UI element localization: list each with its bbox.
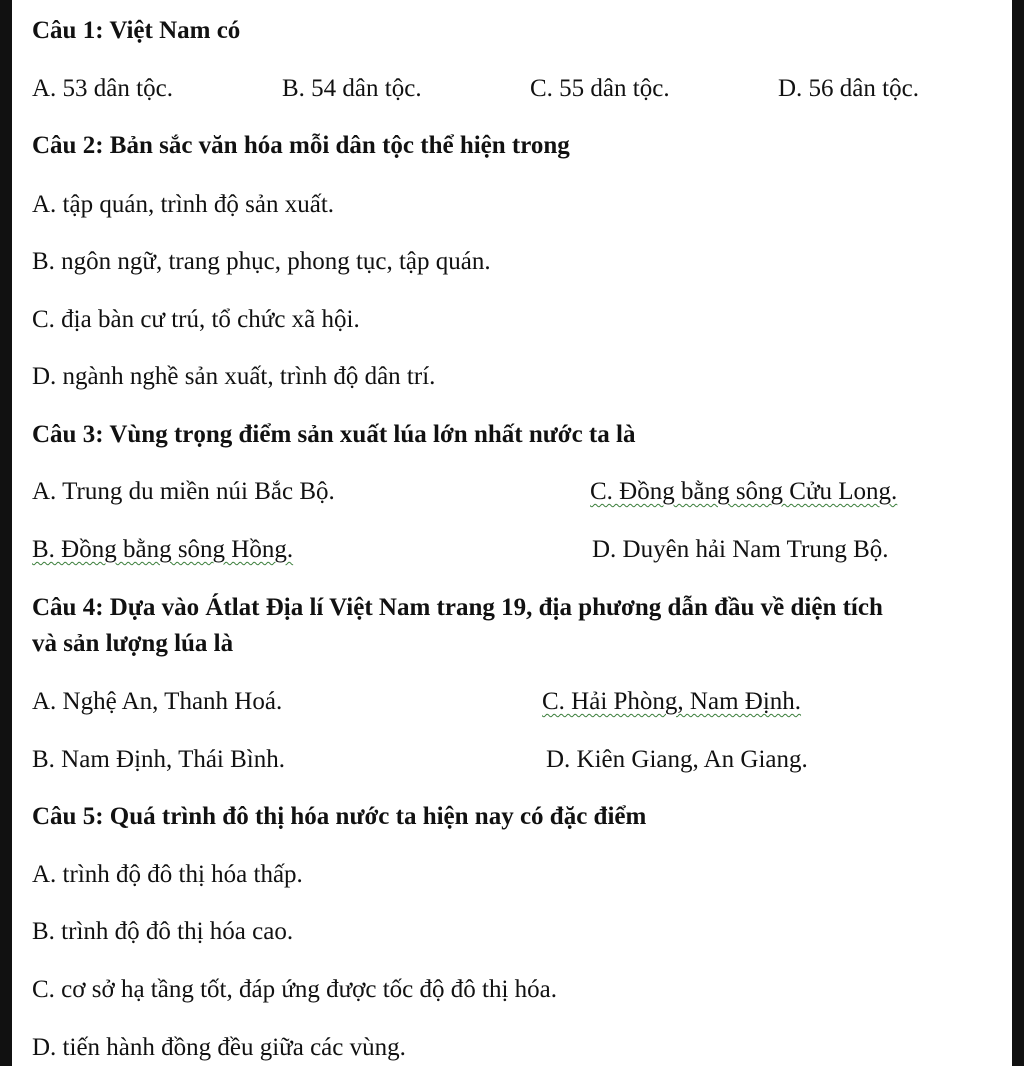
question-2-option-a: A. tập quán, trình độ sản xuất. <box>32 191 335 218</box>
question-3-option-c: C. Đồng bằng sông Cửu Long. <box>590 478 898 505</box>
question-1-title: Câu 1: Việt Nam có <box>32 17 241 44</box>
question-2-option-c: C. địa bàn cư trú, tổ chức xã hội. <box>32 306 360 333</box>
question-4-title-line2: và sản lượng lúa là <box>32 630 234 657</box>
question-4-option-d: D. Kiên Giang, An Giang. <box>546 746 808 773</box>
question-2-option-d: D. ngành nghề sản xuất, trình độ dân trí. <box>32 363 436 390</box>
question-3-option-a: A. Trung du miền núi Bắc Bộ. <box>32 478 335 505</box>
document-page <box>12 0 1012 1066</box>
question-5-option-c: C. cơ sở hạ tầng tốt, đáp ứng được tốc độ đô thị hóa. <box>32 976 558 1003</box>
question-4-option-c: C. Hải Phòng, Nam Định. <box>542 688 802 715</box>
question-1-option-b: B. 54 dân tộc. <box>282 75 422 102</box>
question-5-option-b: B. trình độ đô thị hóa cao. <box>32 918 294 945</box>
question-4-option-a: A. Nghệ An, Thanh Hoá. <box>32 688 283 715</box>
question-3-title: Câu 3: Vùng trọng điểm sản xuất lúa lớn nhất nước ta là <box>32 421 636 448</box>
question-1-option-c: C. 55 dân tộc. <box>530 75 670 102</box>
question-1-option-d: D. 56 dân tộc. <box>778 75 919 102</box>
question-2-title: Câu 2: Bản sắc văn hóa mỗi dân tộc thể hiện trong <box>32 132 570 159</box>
question-4-option-b: B. Nam Định, Thái Bình. <box>32 746 286 773</box>
question-1-option-a: A. 53 dân tộc. <box>32 75 173 102</box>
question-3-option-d: D. Duyên hải Nam Trung Bộ. <box>592 536 889 563</box>
question-3-option-b: B. Đồng bằng sông Hồng. <box>32 536 294 563</box>
question-2-option-b: B. ngôn ngữ, trang phục, phong tục, tập quán. <box>32 248 491 275</box>
question-5-option-d: D. tiến hành đồng đều giữa các vùng. <box>32 1034 406 1061</box>
question-4-title-line1: Câu 4: Dựa vào Átlat Địa lí Việt Nam trang 19, địa phương dẫn đầu về diện tích <box>32 594 883 621</box>
question-5-title: Câu 5: Quá trình đô thị hóa nước ta hiện nay có đặc điểm <box>32 803 647 830</box>
question-5-option-a: A. trình độ đô thị hóa thấp. <box>32 861 303 888</box>
